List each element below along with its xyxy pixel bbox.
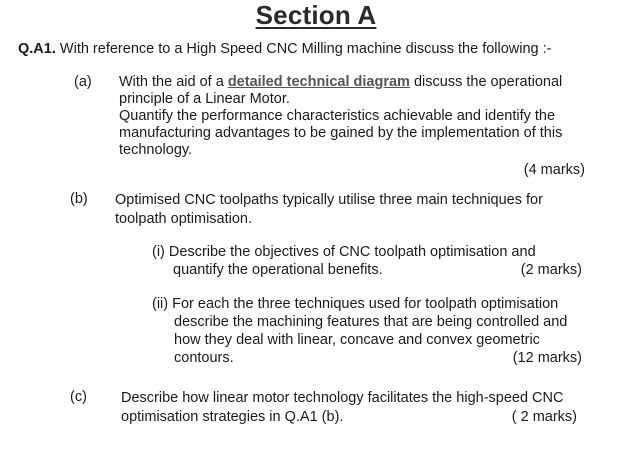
part-a-line-1: With the aid of a detailed technical diagram discuss the operational [119, 74, 563, 90]
part-a-text [119, 74, 562, 159]
emphasis-detailed-technical-diagram: detailed technical diagram [227, 74, 410, 90]
part-a-line-5: technology. [119, 142, 193, 158]
sub-ii-marks: (12 marks) [512, 350, 582, 366]
part-c-line-2: optimisation strategies in Q.A1 (b). ( 2 marks) [121, 409, 577, 425]
part-b-label: (b) [70, 191, 88, 207]
sub-ii-line-2: describe the machining features that are being controlled and [174, 314, 568, 330]
part-b-sub-i [152, 243, 582, 279]
sub-ii-line-4: contours. (12 marks) [174, 350, 582, 366]
section-title: Section A [255, 0, 377, 30]
sub-i-line-1: (i) Describe the objectives of CNC toolpath optimisation and [152, 244, 536, 260]
part-b-line-2: toolpath optimisation. [115, 211, 253, 227]
part-a-line-2: principle of a Linear Motor. [119, 91, 290, 107]
part-c-text [121, 389, 581, 427]
sub-i-marks: (2 marks) [520, 262, 582, 278]
part-b-sub-ii [152, 295, 582, 367]
question-intro: With reference to a High Speed CNC Milling machine discuss the following :- [59, 41, 552, 57]
part-b-text [115, 191, 543, 229]
part-a-marks: (4 marks) [523, 162, 585, 178]
part-a-line-3: Quantify the performance characteristics achievable and identify the [119, 108, 556, 124]
question-header [18, 40, 552, 58]
part-c-label: (c) [70, 389, 87, 405]
part-c-line-1: Describe how linear motor technology facilitates the high-speed CNC [121, 390, 564, 406]
part-c-marks: ( 2 marks) [511, 409, 577, 425]
sub-ii-line-1: (ii) For each the three techniques used for toolpath optimisation [152, 296, 559, 312]
part-a-label: (a) [74, 74, 92, 90]
part-b-line-1: Optimised CNC toolpaths typically utilise three main techniques for [115, 192, 543, 208]
sub-ii-line-3: how they deal with linear, concave and convex geometric [174, 332, 540, 348]
part-a-line-4: manufacturing advantages to be gained by the implementation of this [119, 125, 563, 141]
question-number: Q.A1. [18, 41, 56, 57]
sub-i-line-2: quantify the operational benefits. (2 marks) [173, 262, 582, 278]
